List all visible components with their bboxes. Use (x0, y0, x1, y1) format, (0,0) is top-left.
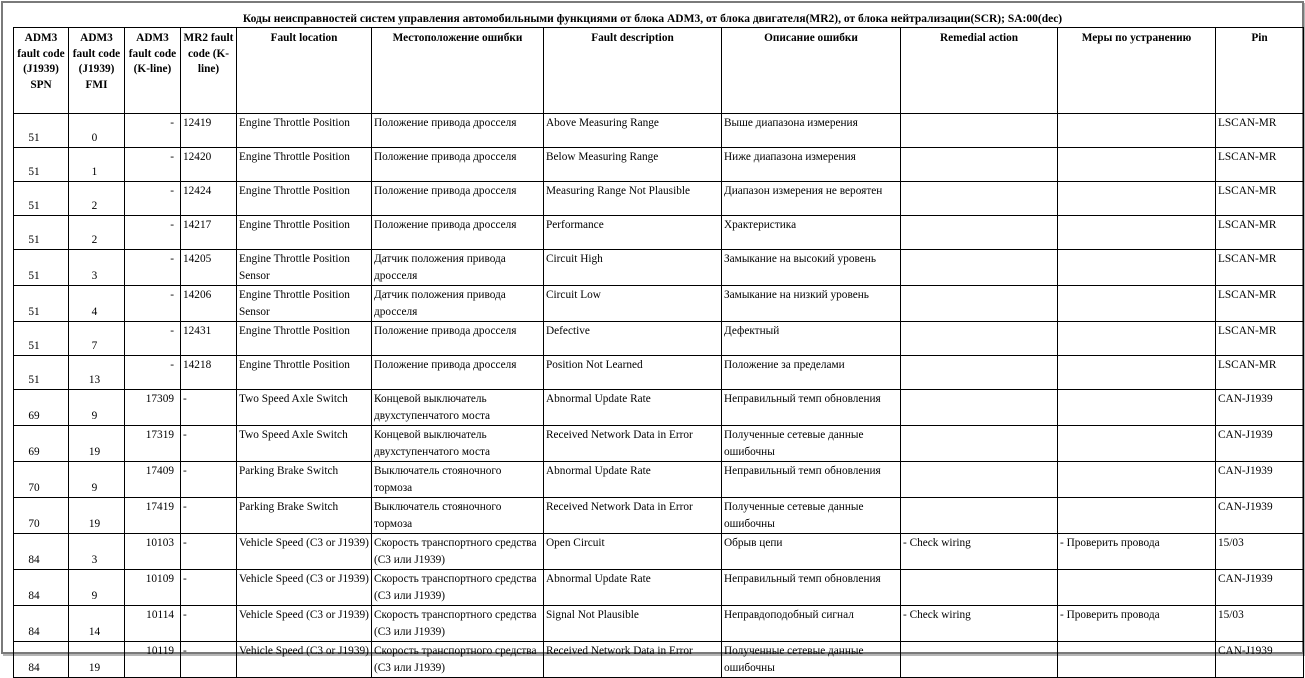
pin-cell: LSCAN-MR (1216, 250, 1304, 286)
table-row (14, 390, 1304, 426)
spn-cell: 84 (14, 534, 69, 570)
spn-cell: 70 (14, 498, 69, 534)
location-ru-cell: Положение привода дросселя (372, 114, 544, 148)
mr2-kline-cell: 14205 (181, 250, 237, 286)
mr2-kline-cell: 12420 (181, 148, 237, 182)
pin-cell: LSCAN-MR (1216, 356, 1304, 390)
fmi-cell: 2 (69, 182, 125, 216)
spn-cell: 51 (14, 148, 69, 182)
remedy-ru-cell: - Проверить провода (1058, 534, 1216, 570)
remedial-action-cell (901, 182, 1058, 216)
table-row (14, 570, 1304, 606)
spn-cell: 84 (14, 606, 69, 642)
pin-cell: 15/03 (1216, 606, 1304, 642)
fmi-cell: 1 (69, 148, 125, 182)
location-ru-cell: Положение привода дросселя (372, 356, 544, 390)
fmi-cell: 3 (69, 250, 125, 286)
remedial-action-cell (901, 286, 1058, 322)
mr2-kline-cell: - (181, 390, 237, 426)
table-row (14, 250, 1304, 286)
spn-cell: 84 (14, 570, 69, 606)
col-header-remedial-action: Remedial action (901, 28, 1058, 114)
location-ru-cell: Датчик положения привода дросселя (372, 286, 544, 322)
adm3-kline-cell: 17409 (125, 462, 181, 498)
fmi-cell: 19 (69, 426, 125, 462)
fault-description-cell: Abnormal Update Rate (544, 570, 722, 606)
description-ru-cell: Замыкание на высокий уровень (722, 250, 901, 286)
fault-description-cell: Position Not Learned (544, 356, 722, 390)
fault-description-cell: Signal Not Plausible (544, 606, 722, 642)
spn-cell: 51 (14, 250, 69, 286)
col-header-fault-description: Fault description (544, 28, 722, 114)
mr2-kline-cell: - (181, 498, 237, 534)
table-row (14, 114, 1304, 148)
col-header-spn: ADM3 fault code (J1939) SPN (14, 28, 69, 114)
description-ru-cell: Обрыв цепи (722, 534, 901, 570)
location-ru-cell: Положение привода дросселя (372, 148, 544, 182)
spn-cell: 51 (14, 216, 69, 250)
location-ru-cell: Концевой выключатель двухступенчатого моста (372, 390, 544, 426)
remedial-action-cell (901, 322, 1058, 356)
location-ru-cell: Датчик положения привода дросселя (372, 250, 544, 286)
location-ru-cell: Скорость транспортного средства (C3 или J1939) (372, 642, 544, 678)
location-ru-cell: Концевой выключатель двухступенчатого моста (372, 426, 544, 462)
location-ru-cell: Положение привода дросселя (372, 182, 544, 216)
description-ru-cell: Неправильный темп обновления (722, 462, 901, 498)
mr2-kline-cell: - (181, 570, 237, 606)
fault-location-cell: Vehicle Speed (C3 or J1939) (237, 534, 372, 570)
spn-cell: 51 (14, 114, 69, 148)
col-header-pin: Pin (1216, 28, 1304, 114)
description-ru-cell: Неправдоподобный сигнал (722, 606, 901, 642)
adm3-kline-cell: - (125, 286, 181, 322)
fault-description-cell: Abnormal Update Rate (544, 462, 722, 498)
remedial-action-cell (901, 356, 1058, 390)
remedy-ru-cell (1058, 286, 1216, 322)
description-ru-cell: Выше диапазона измерения (722, 114, 901, 148)
pin-cell: CAN-J1939 (1216, 642, 1304, 678)
table-row (14, 148, 1304, 182)
pin-cell: LSCAN-MR (1216, 148, 1304, 182)
mr2-kline-cell: 12424 (181, 182, 237, 216)
adm3-kline-cell: 10109 (125, 570, 181, 606)
remedial-action-cell (901, 426, 1058, 462)
mr2-kline-cell: 14217 (181, 216, 237, 250)
mr2-kline-cell: 14218 (181, 356, 237, 390)
location-ru-cell: Выключатель стояночного тормоза (372, 498, 544, 534)
location-ru-cell: Выключатель стояночного тормоза (372, 462, 544, 498)
description-ru-cell: Замыкание на низкий уровень (722, 286, 901, 322)
table-row (14, 606, 1304, 642)
pin-cell: CAN-J1939 (1216, 570, 1304, 606)
fault-description-cell: Received Network Data in Error (544, 426, 722, 462)
col-header-location-ru: Местоположение ошибки (372, 28, 544, 114)
fmi-cell: 9 (69, 462, 125, 498)
pin-cell: LSCAN-MR (1216, 114, 1304, 148)
description-ru-cell: Положение за пределами (722, 356, 901, 390)
fault-location-cell: Engine Throttle Position Sensor (237, 250, 372, 286)
adm3-kline-cell: 17419 (125, 498, 181, 534)
pin-cell: LSCAN-MR (1216, 322, 1304, 356)
mr2-kline-cell: - (181, 426, 237, 462)
col-header-mr2-kline: MR2 fault code (K-line) (181, 28, 237, 114)
remedy-ru-cell (1058, 390, 1216, 426)
spn-cell: 51 (14, 322, 69, 356)
fmi-cell: 0 (69, 114, 125, 148)
fault-location-cell: Engine Throttle Position (237, 216, 372, 250)
fmi-cell: 13 (69, 356, 125, 390)
pin-cell: LSCAN-MR (1216, 182, 1304, 216)
description-ru-cell: Полученные сетевые данные ошибочны (722, 426, 901, 462)
fmi-cell: 19 (69, 642, 125, 678)
fault-description-cell: Measuring Range Not Plausible (544, 182, 722, 216)
fault-location-cell: Engine Throttle Position (237, 148, 372, 182)
mr2-kline-cell: 14206 (181, 286, 237, 322)
fault-description-cell: Received Network Data in Error (544, 498, 722, 534)
mr2-kline-cell: - (181, 606, 237, 642)
fault-description-cell: Defective (544, 322, 722, 356)
remedy-ru-cell: - Проверить провода (1058, 606, 1216, 642)
adm3-kline-cell: - (125, 322, 181, 356)
pin-cell: LSCAN-MR (1216, 286, 1304, 322)
fault-location-cell: Parking Brake Switch (237, 462, 372, 498)
adm3-kline-cell: 17309 (125, 390, 181, 426)
remedial-action-cell (901, 570, 1058, 606)
mr2-kline-cell: - (181, 534, 237, 570)
table-row (14, 216, 1304, 250)
spn-cell: 84 (14, 642, 69, 678)
adm3-kline-cell: 10114 (125, 606, 181, 642)
adm3-kline-cell: - (125, 356, 181, 390)
remedy-ru-cell (1058, 426, 1216, 462)
table-row (14, 498, 1304, 534)
remedial-action-cell: - Check wiring (901, 534, 1058, 570)
remedial-action-cell (901, 250, 1058, 286)
fault-location-cell: Engine Throttle Position (237, 182, 372, 216)
remedial-action-cell (901, 114, 1058, 148)
description-ru-cell: Ниже диапазона измерения (722, 148, 901, 182)
fmi-cell: 7 (69, 322, 125, 356)
adm3-kline-cell: - (125, 182, 181, 216)
col-header-fmi: ADM3 fault code (J1939) FMI (69, 28, 125, 114)
location-ru-cell: Скорость транспортного средства (C3 или J1939) (372, 606, 544, 642)
remedial-action-cell (901, 390, 1058, 426)
location-ru-cell: Положение привода дросселя (372, 322, 544, 356)
fmi-cell: 9 (69, 570, 125, 606)
adm3-kline-cell: 10103 (125, 534, 181, 570)
remedial-action-cell: - Check wiring (901, 606, 1058, 642)
remedial-action-cell (901, 462, 1058, 498)
fmi-cell: 19 (69, 498, 125, 534)
remedy-ru-cell (1058, 322, 1216, 356)
spn-cell: 69 (14, 390, 69, 426)
adm3-kline-cell: - (125, 148, 181, 182)
remedy-ru-cell (1058, 216, 1216, 250)
fault-location-cell: Vehicle Speed (C3 or J1939) (237, 570, 372, 606)
remedial-action-cell (901, 642, 1058, 678)
page-title: Коды неисправностей систем управления автомобильными функциями от блока ADM3, от блока двигателя(MR2), от блока нейтрализации(SCR); SA:00(dec) (242, 13, 1063, 25)
remedy-ru-cell (1058, 642, 1216, 678)
remedy-ru-cell (1058, 462, 1216, 498)
mr2-kline-cell: - (181, 642, 237, 678)
col-header-adm3-kline: ADM3 fault code (K-line) (125, 28, 181, 114)
remedial-action-cell (901, 148, 1058, 182)
description-ru-cell: Диапазон измерения не вероятен (722, 182, 901, 216)
remedy-ru-cell (1058, 250, 1216, 286)
fault-description-cell: Below Measuring Range (544, 148, 722, 182)
remedy-ru-cell (1058, 114, 1216, 148)
pin-cell: CAN-J1939 (1216, 498, 1304, 534)
fault-description-cell: Abnormal Update Rate (544, 390, 722, 426)
location-ru-cell: Скорость транспортного средства (C3 или J1939) (372, 570, 544, 606)
spn-cell: 70 (14, 462, 69, 498)
fault-location-cell: Two Speed Axle Switch (237, 390, 372, 426)
adm3-kline-cell: - (125, 216, 181, 250)
location-ru-cell: Скорость транспортного средства (C3 или J1939) (372, 534, 544, 570)
col-header-remedy-ru: Меры по устранению (1058, 28, 1216, 114)
mr2-kline-cell: - (181, 462, 237, 498)
fault-location-cell: Engine Throttle Position (237, 356, 372, 390)
remedy-ru-cell (1058, 182, 1216, 216)
description-ru-cell: Храктеристика (722, 216, 901, 250)
fmi-cell: 14 (69, 606, 125, 642)
table-row (14, 642, 1304, 678)
remedial-action-cell (901, 216, 1058, 250)
pin-cell: LSCAN-MR (1216, 216, 1304, 250)
table-row (14, 426, 1304, 462)
document-frame (1, 1, 1304, 674)
fault-location-cell: Two Speed Axle Switch (237, 426, 372, 462)
fmi-cell: 2 (69, 216, 125, 250)
adm3-kline-cell: 17319 (125, 426, 181, 462)
remedy-ru-cell (1058, 570, 1216, 606)
spn-cell: 51 (14, 182, 69, 216)
pin-cell: CAN-J1939 (1216, 462, 1304, 498)
fmi-cell: 4 (69, 286, 125, 322)
col-header-description-ru: Описание ошибки (722, 28, 901, 114)
adm3-kline-cell: 10119 (125, 642, 181, 678)
table-row (14, 322, 1304, 356)
fault-description-cell: Circuit Low (544, 286, 722, 322)
fault-description-cell: Above Measuring Range (544, 114, 722, 148)
col-header-fault-location: Fault location (237, 28, 372, 114)
remedial-action-cell (901, 498, 1058, 534)
fmi-cell: 9 (69, 390, 125, 426)
description-ru-cell: Неправильный темп обновления (722, 390, 901, 426)
pin-cell: CAN-J1939 (1216, 426, 1304, 462)
table-row (14, 356, 1304, 390)
fault-location-cell: Parking Brake Switch (237, 498, 372, 534)
adm3-kline-cell: - (125, 114, 181, 148)
spn-cell: 69 (14, 426, 69, 462)
table-row (14, 182, 1304, 216)
pin-cell: CAN-J1939 (1216, 390, 1304, 426)
remedy-ru-cell (1058, 498, 1216, 534)
fault-description-cell: Received Network Data in Error (544, 642, 722, 678)
pin-cell: 15/03 (1216, 534, 1304, 570)
description-ru-cell: Неправильный темп обновления (722, 570, 901, 606)
fault-description-cell: Performance (544, 216, 722, 250)
fault-description-cell: Open Circuit (544, 534, 722, 570)
table-row (14, 534, 1304, 570)
fault-location-cell: Engine Throttle Position (237, 322, 372, 356)
fault-description-cell: Circuit High (544, 250, 722, 286)
fault-location-cell: Engine Throttle Position Sensor (237, 286, 372, 322)
location-ru-cell: Положение привода дросселя (372, 216, 544, 250)
header-row (14, 28, 1304, 114)
adm3-kline-cell: - (125, 250, 181, 286)
fault-location-cell: Vehicle Speed (C3 or J1939) (237, 642, 372, 678)
spn-cell: 51 (14, 356, 69, 390)
remedy-ru-cell (1058, 148, 1216, 182)
fmi-cell: 3 (69, 534, 125, 570)
fault-location-cell: Vehicle Speed (C3 or J1939) (237, 606, 372, 642)
description-ru-cell: Полученные сетевые данные ошибочны (722, 498, 901, 534)
mr2-kline-cell: 12431 (181, 322, 237, 356)
description-ru-cell: Дефектный (722, 322, 901, 356)
mr2-kline-cell: 12419 (181, 114, 237, 148)
remedy-ru-cell (1058, 356, 1216, 390)
fault-location-cell: Engine Throttle Position (237, 114, 372, 148)
table-row (14, 462, 1304, 498)
fault-code-table (13, 27, 1304, 678)
description-ru-cell: Полученные сетевые данные ошибочны (722, 642, 901, 678)
spn-cell: 51 (14, 286, 69, 322)
table-row (14, 286, 1304, 322)
